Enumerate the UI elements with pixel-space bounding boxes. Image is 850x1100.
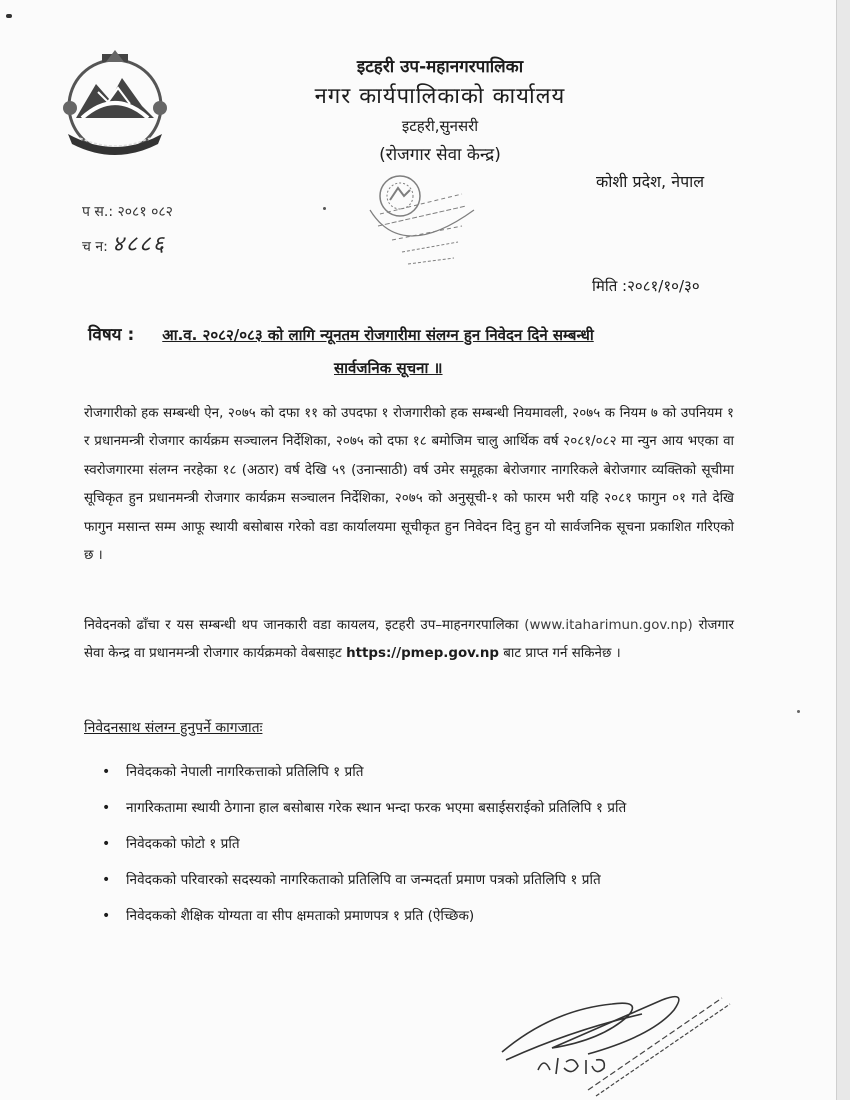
ps-value: २०८१ ०८२ [117,204,173,220]
service-unit: (रोजगार सेवा केन्द्र) [379,145,501,165]
documents-list [100,758,720,938]
nepal-emblem-icon [58,48,172,158]
list-item [100,758,720,786]
list-item [100,866,720,894]
ps-label: प स.: [82,204,114,220]
bullet: • [102,764,111,780]
paragraph2-mid: रोजगार सेवा केन्द्र वा प्रधानमन्त्री रोजगार कार्यक्रमको वेबसाइट [84,618,734,662]
scan-speck [797,710,800,713]
subject-label: विषय : [88,325,135,345]
office-address: इटहरी,सुनसरी [401,117,479,135]
body-paragraph-2 [84,612,734,669]
bullet: • [102,908,111,924]
cn-label: च न: [82,239,108,255]
cn-value: ४८८६ [112,232,167,257]
pmep-website-link[interactable]: https://pmep.gov.np [346,646,500,662]
bullet: • [102,800,111,816]
scan-speck [323,207,326,210]
reference-ps [82,202,173,221]
signature-icon [492,970,742,1098]
org-name: इटहरी उप-महानगरपालिका [356,57,524,77]
notice-date: मिति :२०८१/१०/३० [592,277,700,295]
list-item [100,902,720,930]
documents-title: निवेदनसाथ संलग्न हुनुपर्ने कागजातः [84,720,263,736]
body-paragraph-1: रोजगारीको हक सम्बन्धी ऐन, २०७५ को दफा ११ को उपदफा १ रोजगारीको हक सम्बन्धी नियमावली, २०७५ क नियम ७ को उपनियम १ र प्रधानमन्त्री रोजगार कार्यक्रम सञ्चालन निर्देशिका, २०७५ को दफा १८ बमोजिम चालु आर्थिक वर्ष २०८१/०८२ मा न्युन आय भएका वा स्वरोजगारमा संलग्न नरहेका १८ (अठार) वर्ष देखि ५९ (उनान्साठी) वर्ष उमेर समूहका बेरोजगार नागरिकले बेरोजगार व्यक्तिको सूचीमा सूचिकृत हुन प्रधानमन्त्री रोजगार कार्यक्रम सञ्चालन निर्देशिका, २०७५ को अनुसूची-१ को फारम भरी यहि २०८१ फागुन ०१ गते देखि फागुन मसान्त सम्म आफू स्थायी बसोबास गरेको वडा कार्यालयमा सूचीकृत हुन निवेदन दिनु हुन यो सार्वजनिक सूचना प्रकाशित गरिएको छ । [84,406,734,564]
municipality-website-link[interactable]: (www.itaharimun.gov.np) [524,618,693,633]
document-item: निवेदकको शैक्षिक योग्यता वा सीप क्षमताको प्रमाणपत्र १ प्रति (ऐच्छिक) [126,908,475,924]
bullet: • [102,872,111,888]
document-item: निवेदकको फोटो १ प्रति [126,836,240,852]
document-item: निवेदकको नेपाली नागरिकत्ताको प्रतिलिपि १ प्रति [126,764,364,780]
list-item [100,794,720,822]
paragraph2-start: निवेदनको ढाँचा र यस सम्बन्धी थप जानकारी वडा कायलय, इटहरी उप–माहनगरपालिका [84,618,519,633]
bullet: • [102,836,111,852]
office-stamp-icon [362,170,480,280]
document-item: नागरिकतामा स्थायी ठेगाना हाल बसोबास गरेक स्थान भन्दा फरक भएमा बसाईसराईको प्रतिलिपि १ प्रति [126,800,627,816]
scan-edge [836,0,850,1100]
office-name: नगर कार्यपालिकाको कार्यालय [314,84,566,109]
scan-mark [6,14,12,18]
document-item: निवेदकको परिवारको सदस्यको नागरिकताको प्रतिलिपि वा जन्मदर्ता प्रमाण पत्रको प्रतिलिपि १ प्रति [126,872,601,888]
paragraph2-end: बाट प्राप्त गर्न सकिनेछ । [503,646,621,662]
subject-text-line2: सार्वजनिक सूचना ॥ [334,359,443,377]
subject-line [88,322,748,345]
province-line: कोशी प्रदेश, नेपाल [596,172,705,191]
subject-text: आ.व. २०८२/०८३ को लागि न्यूनतम रोजगारीमा संलग्न हुन निवेदन दिने सम्बन्धी [162,326,594,344]
list-item [100,830,720,858]
reference-cn [82,228,166,258]
